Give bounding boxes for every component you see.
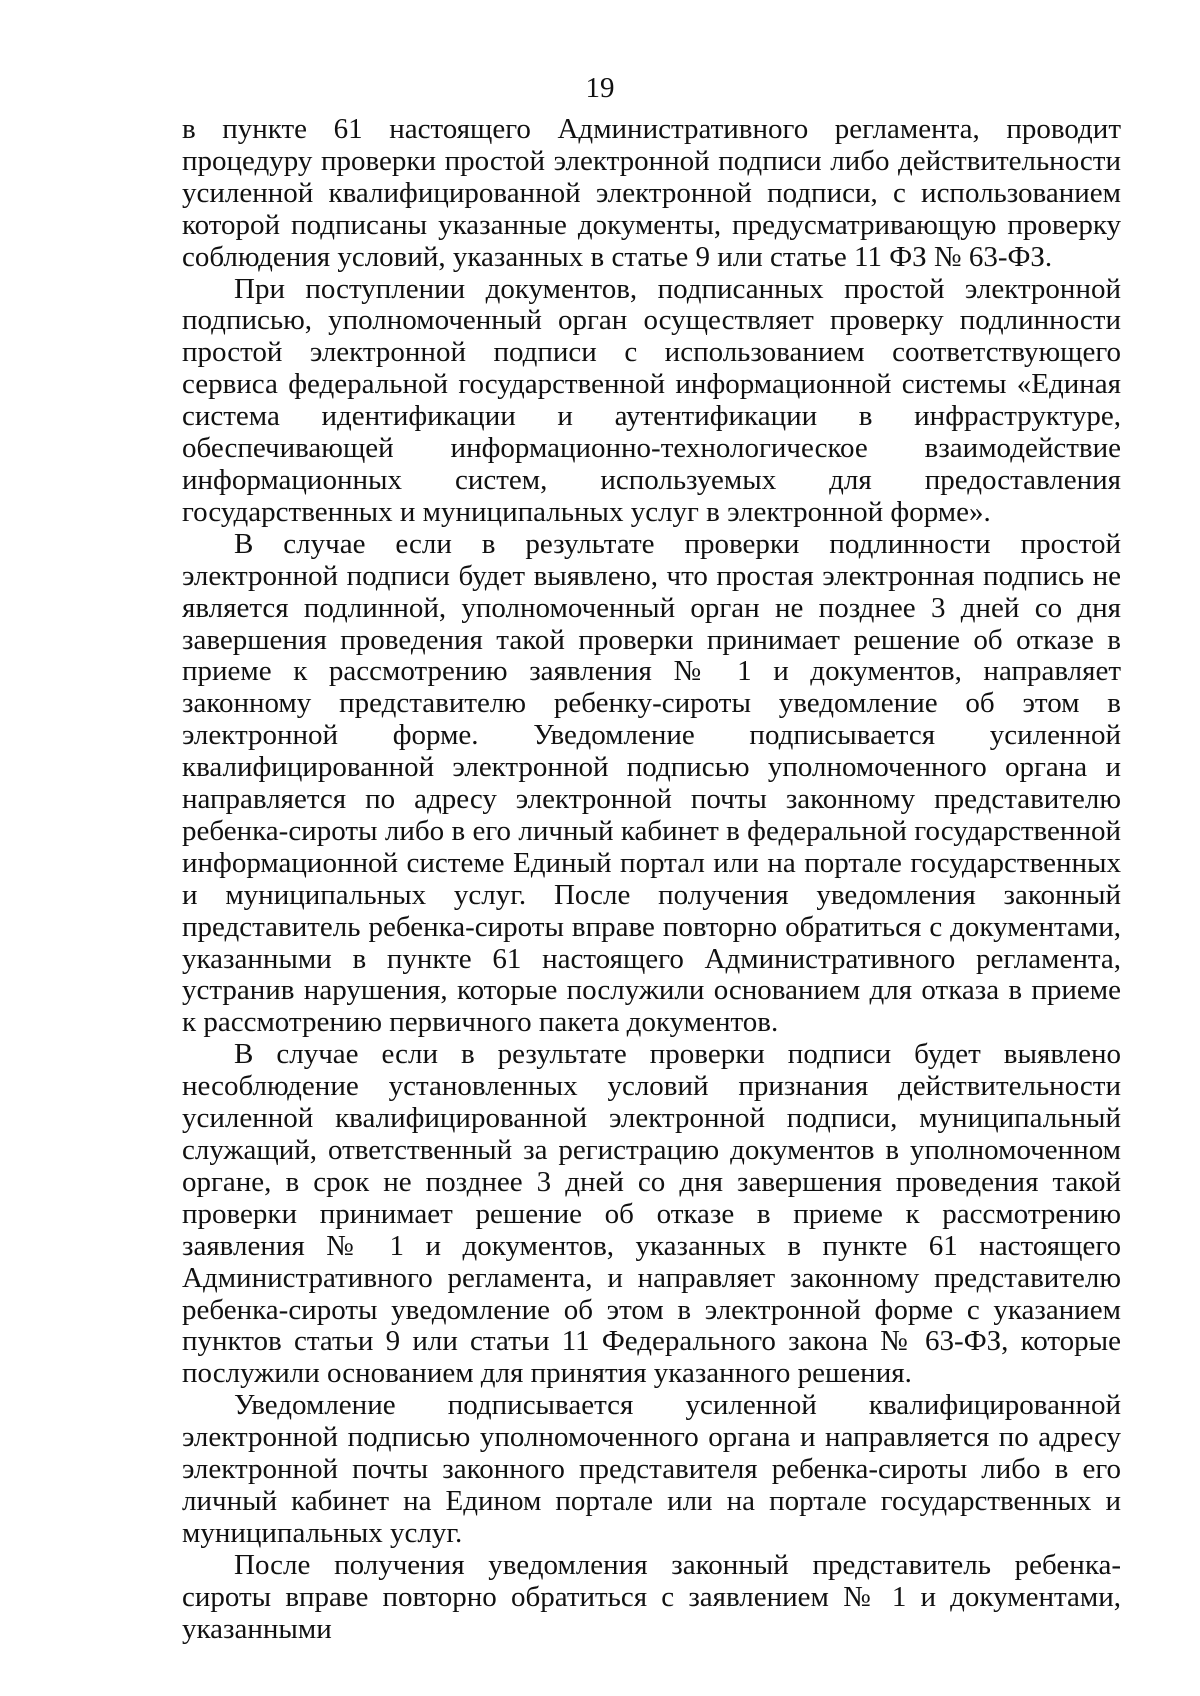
paragraph-continuation: в пункте 61 настоящего Административного регламента, проводит процедуру проверки простой электронной подписи либо действительности усиленной квалифицированной электронной подписи, с использованием которой подписаны указанные документы, предусматривающую проверку соблюдения условий, указанных в статье 9 или статье 11 ФЗ № 63-ФЗ. [182, 113, 1121, 273]
paragraph-notification-signing: Уведомление подписывается усиленной квалифицированной электронной подписью уполномоченного органа и направляется по адресу электронной почты законного представителя ребенка-сироты либо в его личный кабинет на Едином портале или на портале государственных и муниципальных услуг. [182, 1389, 1121, 1549]
paragraph-invalid-qualified-signature: В случае если в результате проверки подписи будет выявлено несоблюдение установленных условий признания действительности усиленной квалифицированной электронной подписи, муниципальный служащий, ответственный за регистрацию документов в уполномоченном органе, в срок не позднее 3 дней со дня завершения проведения такой проверки принимает решение об отказе в приеме к рассмотрению заявления № 1 и документов, указанных в пункте 61 настоящего Административного регламента, и направляет законному представителю ребенка-сироты уведомление об этом в электронной форме с указанием пунктов статьи 9 или статьи 11 Федерального закона № 63-ФЗ, которые послужили основанием для принятия указанного решения. [182, 1038, 1121, 1390]
paragraph-repeat-application: После получения уведомления законный представитель ребенка-сироты вправе повторно обратиться с заявлением № 1 и документами, указанными [182, 1548, 1121, 1645]
paragraph-simple-signature-check: При поступлении документов, подписанных простой электронной подписью, уполномоченный орган осуществляет проверку подлинности простой электронной подписи с использованием соответствующего сервиса федеральной государственной информационной системы «Единая система идентификации и аутентификации в инфраструктуре, обеспечивающей информационно-технологическое взаимодействие информационных систем, используемых для предоставления государственных и муниципальных услуг в электронной форме». [182, 272, 1121, 528]
document-body [182, 114, 1121, 1646]
paragraph-invalid-simple-signature: В случае если в результате проверки подлинности простой электронной подписи будет выявлено, что простая электронная подпись не является подлинной, уполномоченный орган не позднее 3 дней со дня завершения проведения такой проверки принимает решение об отказе в приеме к рассмотрению заявления № 1 и документов, направляет законному представителю ребенку-сироты уведомление об этом в электронной форме. Уведомление подписывается усиленной квалифицированной электронной подписью уполномоченного органа и направляется по адресу электронной почты законному представителю ребенка-сироты либо в его личный кабинет в федеральной государственной информационной системе Единый портал или на портале государственных и муниципальных услуг. После получения уведомления законный представитель ребенка-сироты вправе повторно обратиться с документами, указанными в пункте 61 настоящего Административного регламента, устранив нарушения, которые послужили основанием для отказа в приеме к рассмотрению первичного пакета документов. [182, 527, 1121, 1039]
page-number: 19 [585, 72, 615, 104]
